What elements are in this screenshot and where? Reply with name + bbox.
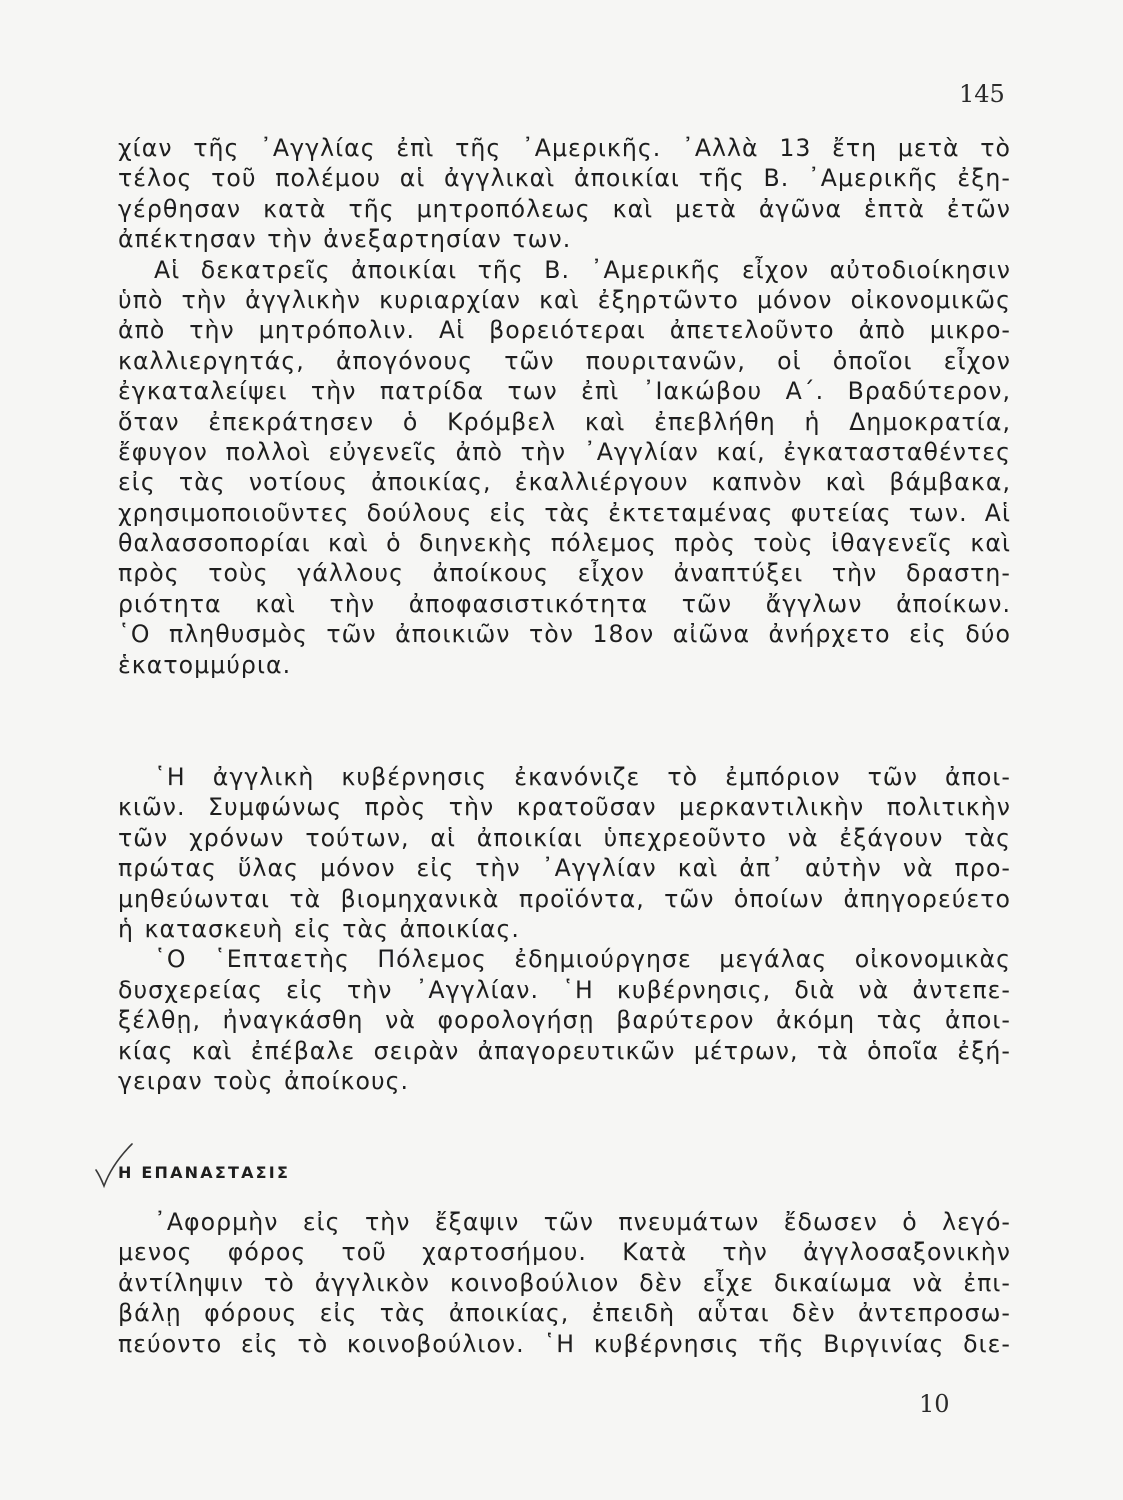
text-line: τῶν χρόνων τούτων, αἱ ἀποικίαι ὑπεχρεοῦντο νὰ ἐξάγουν τὰς xyxy=(118,823,1011,852)
text-line: ἐγκαταλείψει τὴν πατρίδα των ἐπὶ ᾿Ιακώβου Α΄. Βραδύτερον, xyxy=(118,377,1011,406)
text-line: ἡ κατασκευὴ εἰς τὰς ἀποικίας. xyxy=(118,914,520,943)
text-line: ῾Ο πληθυσμὸς τῶν ἀποικιῶν τὸν 18ον αἰῶνα ἀνήρχετο εἰς δύο xyxy=(118,620,1011,649)
text-line: Αἱ δεκατρεῖς ἀποικίαι τῆς Β. ᾿Αμερικῆς εἶχον αὐτοδιοίκησιν xyxy=(154,255,1011,284)
signature-mark: 10 xyxy=(919,1390,950,1418)
text-line: μηθεύωνται τὰ βιομηχανικὰ προϊόντα, τῶν ὁποίων ἀπηγορεύετο xyxy=(118,884,1011,913)
text-line: ἀπὸ τὴν μητρόπολιν. Αἱ βορειότεραι ἀπετελοῦντο ἀπὸ μικρο- xyxy=(118,316,1011,345)
paragraph-block-3 xyxy=(118,1207,1011,1359)
text-line: χίαν τῆς ᾿Αγγλίας ἐπὶ τῆς ᾿Αμερικῆς. ᾿Αλλὰ 13 ἔτη μετὰ τὸ xyxy=(118,134,1011,162)
paragraph-block-2 xyxy=(118,762,1011,1096)
text-line: τέλος τοῦ πολέμου αἱ ἀγγλικαὶ ἀποικίαι τῆς Β. ᾿Αμερικῆς ἐξη- xyxy=(118,164,1011,193)
text-line: εἰς τὰς νοτίους ἀποικίας, ἐκαλλιέργουν καπνὸν καὶ βάμβακα, xyxy=(118,468,1011,497)
text-line: πεύοντο εἰς τὸ κοινοβούλιον. ῾Η κυβέρνησις τῆς Βιργινίας διε- xyxy=(118,1329,1011,1358)
text-line: κίας καὶ ἐπέβαλε σειρὰν ἀπαγορευτικῶν μέτρων, τὰ ὁποῖα ἐξή- xyxy=(118,1036,1011,1065)
text-line: ῾Ο ῾Επταετὴς Πόλεμος ἐδημιούργησε μεγάλας οἰκονομικὰς xyxy=(154,945,1011,974)
text-line: ἀντίληψιν τὸ ἀγγλικὸν κοινοβούλιον δὲν εἶχε δικαίωμα νὰ ἐπι- xyxy=(118,1268,1011,1297)
text-line: πρὸς τοὺς γάλλους ἀποίκους εἶχον ἀναπτύξει τὴν δραστη- xyxy=(118,559,1011,588)
text-line: πρώτας ὕλας μόνον εἰς τὴν ᾿Αγγλίαν καὶ ἀπ᾿ αὐτὴν νὰ προ- xyxy=(118,854,1011,883)
text-line: ριότητα καὶ τὴν ἀποφασιστικότητα τῶν ἄγγλων ἀποίκων. xyxy=(118,589,1011,618)
text-line: ὑπὸ τὴν ἀγγλικὴν κυριαρχίαν καὶ ἐξηρτῶντο μόνον οἰκονομικῶς xyxy=(118,285,1011,314)
text-line: δυσχερείας εἰς τὴν ᾿Αγγλίαν. ῾Η κυβέρνησις, διὰ νὰ ἀντεπε- xyxy=(118,975,1011,1004)
text-line: κιῶν. Συμφώνως πρὸς τὴν κρατοῦσαν μερκαντιλικὴν πολιτικὴν xyxy=(118,793,1011,822)
text-line: ᾿Αφορμὴν εἰς τὴν ἔξαψιν τῶν πνευμάτων ἔδωσεν ὁ λεγό- xyxy=(154,1208,1011,1236)
text-line: ἀπέκτησαν τὴν ἀνεξαρτησίαν των. xyxy=(118,225,572,254)
text-line: ὅταν ἐπεκράτησεν ὁ Κρόμβελ καὶ ἐπεβλήθη ἡ Δημοκρατία, xyxy=(118,407,1011,436)
section-heading: Η ΕΠΑΝΑΣΤΑΣΙΣ xyxy=(118,1163,291,1182)
text-line: βάλῃ φόρους εἰς τὰς ἀποικίας, ἐπειδὴ αὗται δὲν ἀντεπροσω- xyxy=(118,1299,1011,1328)
text-line: ῾Η ἀγγλικὴ κυβέρνησις ἐκανόνιζε τὸ ἐμπόριον τῶν ἀποι- xyxy=(154,763,1011,791)
text-line: γειραν τοὺς ἀποίκους. xyxy=(118,1066,410,1095)
text-line: ἑκατομμύρια. xyxy=(118,650,292,679)
paragraph-block-1 xyxy=(118,133,1011,680)
text-line: καλλιεργητάς, ἀπογόνους τῶν πουριτανῶν, οἱ ὁποῖοι εἶχον xyxy=(118,346,1011,375)
text-line: ἔφυγον πολλοὶ εὐγενεῖς ἀπὸ τὴν ᾿Αγγλίαν καί, ἐγκατασταθέντες xyxy=(118,437,1011,466)
text-line: θαλασσοπορίαι καὶ ὁ διηνεκὴς πόλεμος πρὸς τοὺς ἰθαγενεῖς καὶ xyxy=(118,529,1011,558)
text-line: ξέλθῃ, ἠναγκάσθη νὰ φορολογήσῃ βαρύτερον ἀκόμη τὰς ἀποι- xyxy=(118,1006,1011,1035)
text-line: μενος φόρος τοῦ χαρτοσήμου. Κατὰ τὴν ἀγγλοσαξονικὴν xyxy=(118,1238,1011,1267)
page-number: 145 xyxy=(959,80,1005,108)
text-line: χρησιμοποιοῦντες δούλους εἰς τὰς ἐκτεταμένας φυτείας των. Αἱ xyxy=(118,498,1011,527)
text-line: γέρθησαν κατὰ τῆς μητροπόλεως καὶ μετὰ ἀγῶνα ἑπτὰ ἐτῶν xyxy=(118,194,1011,223)
